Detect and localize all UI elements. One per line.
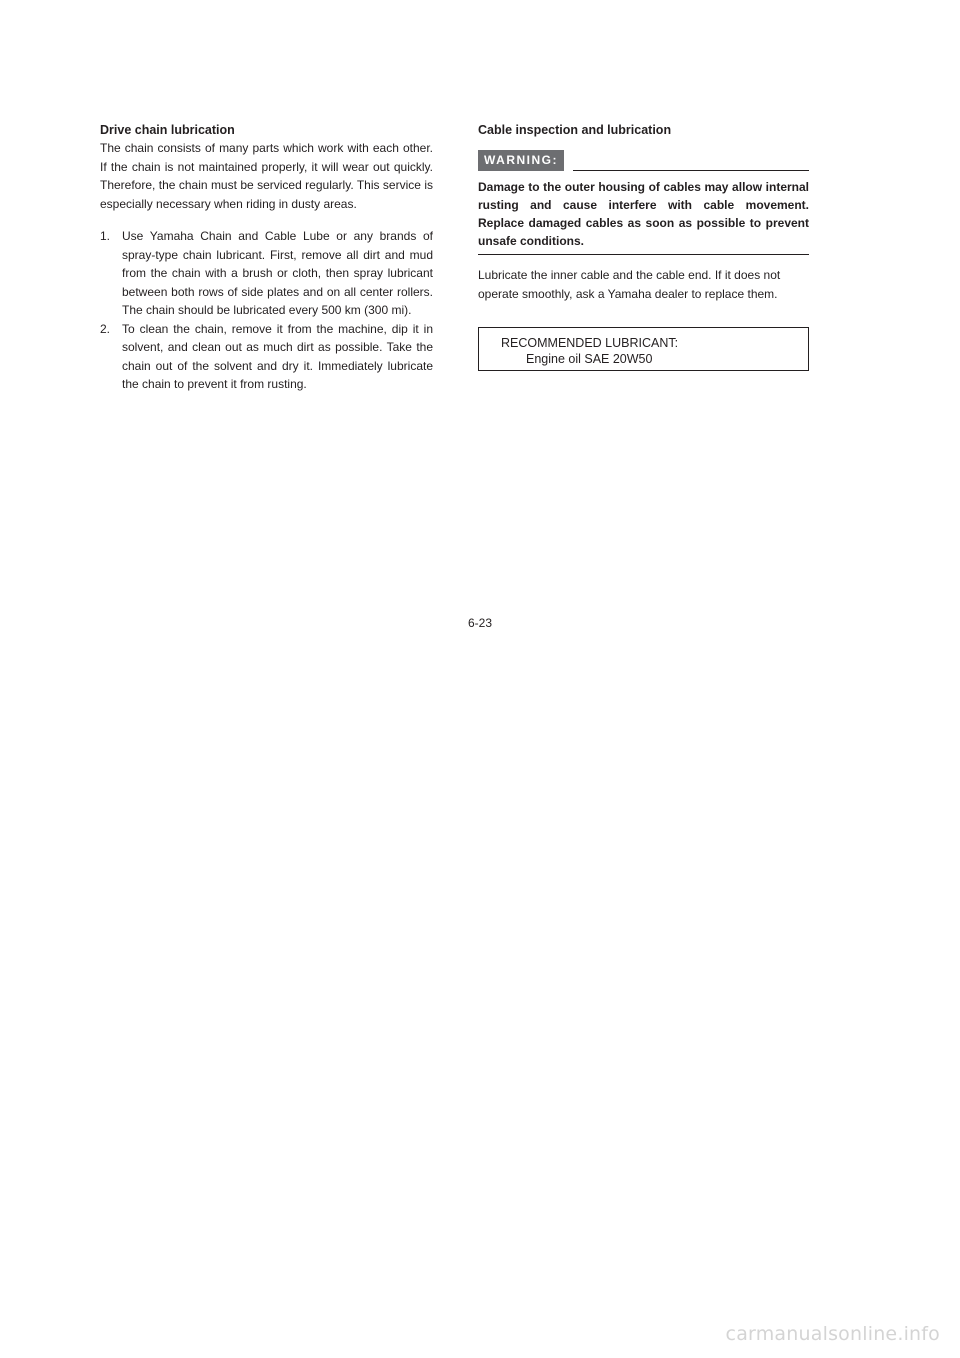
- steps-list: [100, 227, 433, 394]
- warning-badge: WARNING:: [478, 150, 564, 171]
- lubricant-value: Engine oil SAE 20W50: [526, 352, 653, 366]
- drive-chain-intro: The chain consists of many parts which work with each other. If the chain is not maintained properly, it will wear out quickly. Therefore, the chain must be serviced regularly. This service is especially necessary when riding in dusty areas.: [100, 141, 433, 211]
- step-text: Use Yamaha Chain and Cable Lube or any brands of spray-type chain lubricant. First, remove all dirt and mud from the chain with a brush or cloth, then spray lubricant between both rows of side plates and on all center rollers. The chain should be lubricated every 500 km (300 mi).: [122, 229, 433, 317]
- warning-text: Damage to the outer housing of cables may allow internal rusting and cause interfere with cable movement. Replace damaged cables as soon as possible to prevent unsafe conditions.: [478, 178, 809, 255]
- cable-instruction: Lubricate the inner cable and the cable end. If it does not operate smoothly, ask a Yamaha dealer to replace them.: [478, 268, 781, 301]
- right-column: [478, 122, 809, 371]
- lubricant-label: RECOMMENDED LUBRICANT:: [501, 336, 679, 350]
- warning-rule: [573, 170, 809, 171]
- step-text: To clean the chain, remove it from the machine, dip it in solvent, and clean out as much dirt as possible. Take the chain out of the solvent and dry it. Immediately lubricate the chain to prevent it from rusting.: [122, 321, 433, 391]
- list-item: [100, 227, 433, 320]
- watermark: carmanualsonline.info: [725, 1323, 940, 1345]
- section-heading-drive-chain: Drive chain lubrication: [100, 123, 235, 137]
- step-number: 2.: [100, 321, 111, 336]
- recommended-lubricant-box: [478, 327, 809, 371]
- warning-header: [478, 150, 809, 171]
- left-column: [100, 122, 433, 394]
- page-number: 6-23: [467, 616, 493, 630]
- section-heading-cable: Cable inspection and lubrication: [478, 123, 672, 137]
- list-item: [100, 320, 433, 394]
- step-number: 1.: [100, 229, 111, 243]
